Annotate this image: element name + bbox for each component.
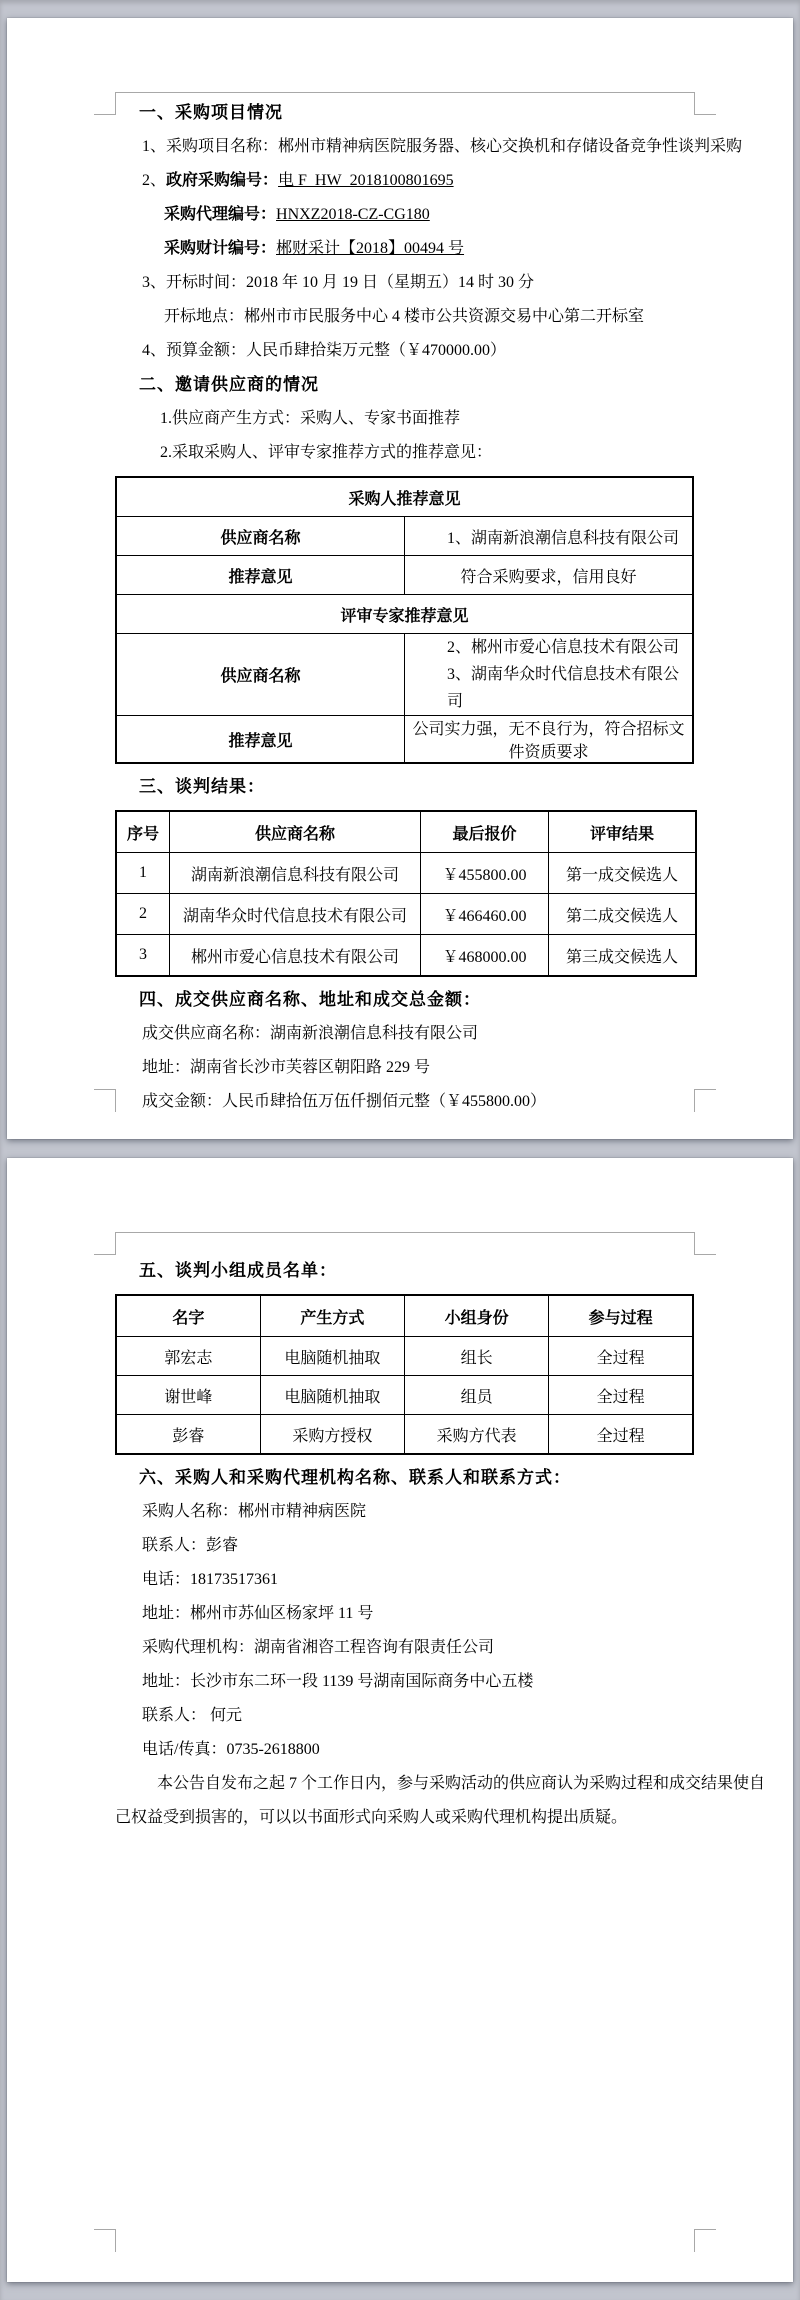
finance-no-line	[115, 232, 694, 266]
negotiation-result-table	[115, 810, 697, 977]
objection-notice-line-2: 己权益受到损害的，可以以书面形式向采购人或采购代理机构提出质疑。	[115, 1809, 628, 1826]
expert-supplier-1: 2、郴州市爱心信息技术有限公司	[447, 639, 680, 656]
opinion-label-cell: 推荐意见	[116, 556, 405, 595]
row-index-cell: 3	[116, 935, 170, 977]
winner-address-line: 地址：湖南省长沙市芙蓉区朝阳路 229 号	[142, 1059, 431, 1076]
objection-notice-line-1: 本公告自发布之起 7 个工作日内，参与采购活动的供应商认为采购过程和成交结果使自	[157, 1775, 766, 1792]
price-cell: ￥468000.00	[421, 935, 549, 977]
section-heading-4: 四、成交供应商名称、地址和成交总金额：	[139, 990, 481, 1009]
column-header: 供应商名称	[170, 811, 421, 853]
buyer-supplier-cell: 1、湖南新浪潮信息科技有限公司	[405, 517, 694, 556]
text-boundary-line	[115, 92, 694, 93]
page-2	[7, 1158, 793, 2282]
buyer-recommendation-header-cell: 采购人推荐意见	[116, 477, 693, 517]
expert-opinion-cell: 公司实力强，无不良行为，符合招标文件资质要求	[405, 716, 694, 764]
page-1	[7, 18, 793, 1139]
table-row	[116, 935, 696, 977]
role-cell: 采购方代表	[405, 1415, 549, 1455]
result-cell: 第三成交候选人	[549, 935, 697, 977]
buyer-address-line: 地址：郴州市苏仙区杨家坪 11 号	[142, 1605, 374, 1622]
section-heading-3: 三、谈判结果：	[139, 777, 265, 796]
selection-method-cell: 电脑随机抽取	[260, 1376, 404, 1415]
expert-suppliers-cell	[405, 634, 694, 716]
participation-cell: 全过程	[549, 1337, 693, 1376]
budget-line: 4、预算金额：人民币肆拾柒万元整（￥470000.00）	[142, 342, 507, 359]
role-cell: 组长	[405, 1337, 549, 1376]
gov-purchase-no-value: 电 F_HW_2018100801695	[278, 172, 454, 189]
margin-crop-mark	[694, 92, 716, 115]
item-number: 2、	[142, 172, 167, 189]
text-boundary-line	[115, 1232, 694, 1233]
margin-crop-mark	[94, 92, 116, 115]
table-row	[116, 894, 696, 935]
project-name-line: 1、采购项目名称：郴州市精神病医院服务器、核心交换机和存储设备竞争性谈判采购	[142, 138, 743, 155]
agency-no-line	[115, 198, 694, 232]
winner-name-line: 成交供应商名称：湖南新浪潮信息科技有限公司	[142, 1025, 479, 1042]
buyer-contact-line: 联系人：彭睿	[142, 1537, 239, 1554]
supplier-source-line: 1.供应商产生方式：采购人、专家书面推荐	[160, 410, 461, 427]
bid-open-time-line: 3、开标时间：2018 年 10 月 19 日（星期五）14 时 30 分	[142, 274, 535, 291]
result-cell: 第二成交候选人	[549, 894, 697, 935]
margin-crop-mark	[94, 1089, 116, 1112]
row-index-cell: 1	[116, 853, 170, 894]
supplier-cell: 湖南华众时代信息技术有限公司	[170, 894, 421, 935]
margin-crop-mark	[94, 2229, 116, 2252]
table-row	[116, 1337, 693, 1376]
member-name-cell: 郭宏志	[116, 1337, 260, 1376]
supplier-name-label-cell: 供应商名称	[116, 517, 405, 556]
finance-no-value: 郴财采计【2018】00494 号	[276, 240, 465, 257]
column-header: 评审结果	[549, 811, 697, 853]
margin-crop-mark	[94, 1232, 116, 1255]
recommendation-intro-line: 2.采取采购人、评审专家推荐方式的推荐意见：	[160, 444, 493, 461]
table-row	[116, 477, 693, 517]
section-heading-1: 一、采购项目情况	[139, 103, 283, 122]
agency-address-line: 地址：长沙市东二环一段 1139 号湖南国际商务中心五楼	[142, 1673, 534, 1690]
member-name-cell: 彭睿	[116, 1415, 260, 1455]
agency-phone-fax-line: 电话/传真：0735-2618800	[142, 1741, 320, 1758]
column-header: 小组身份	[405, 1295, 549, 1337]
supplier-cell: 郴州市爱心信息技术有限公司	[170, 935, 421, 977]
agency-no-label: 采购代理编号：	[164, 206, 277, 223]
agency-name-line: 采购代理机构：湖南省湘咨工程咨询有限责任公司	[142, 1639, 495, 1656]
page-2-text-area	[115, 1254, 766, 1835]
section-heading-6: 六、采购人和采购代理机构名称、联系人和联系方式：	[139, 1468, 571, 1487]
column-header: 名字	[116, 1295, 260, 1337]
expert-supplier-2: 3、湖南华众时代信息技术有限公司	[447, 666, 680, 710]
row-index-cell: 2	[116, 894, 170, 935]
table-row	[116, 556, 693, 595]
agency-contact-line: 联系人： 何元	[142, 1707, 243, 1724]
result-cell: 第一成交候选人	[549, 853, 697, 894]
table-header-row	[116, 1295, 693, 1337]
price-cell: ￥466460.00	[421, 894, 549, 935]
table-row	[116, 595, 693, 634]
table-row	[116, 853, 696, 894]
buyer-phone-line: 电话：18173517361	[142, 1571, 279, 1588]
section-heading-2: 二、邀请供应商的情况	[139, 375, 319, 394]
column-header: 产生方式	[260, 1295, 404, 1337]
table-row	[116, 517, 693, 556]
table-row	[116, 1415, 693, 1455]
table-row	[116, 716, 693, 764]
buyer-name-line: 采购人名称：郴州市精神病医院	[142, 1503, 367, 1520]
table-row	[116, 1376, 693, 1415]
selection-method-cell: 采购方授权	[260, 1415, 404, 1455]
gov-purchase-no-line	[115, 164, 694, 198]
finance-no-label: 采购财计编号：	[164, 240, 277, 257]
page-1-text-area	[115, 96, 743, 1119]
table-header-row	[116, 811, 696, 853]
margin-crop-mark	[694, 2229, 716, 2252]
price-cell: ￥455800.00	[421, 853, 549, 894]
bid-open-place-line: 开标地点：郴州市市民服务中心 4 楼市公共资源交易中心第二开标室	[164, 308, 645, 325]
expert-recommendation-header-cell: 评审专家推荐意见	[116, 595, 693, 634]
gov-purchase-no-label: 政府采购编号：	[166, 172, 279, 189]
column-header: 参与过程	[549, 1295, 693, 1337]
buyer-opinion-cell: 符合采购要求，信用良好	[405, 556, 694, 595]
column-header: 序号	[116, 811, 170, 853]
winner-amount-line: 成交金额：人民币肆拾伍万伍仟捌佰元整（￥455800.00）	[142, 1093, 547, 1110]
member-name-cell: 谢世峰	[116, 1376, 260, 1415]
participation-cell: 全过程	[549, 1376, 693, 1415]
participation-cell: 全过程	[549, 1415, 693, 1455]
column-header: 最后报价	[421, 811, 549, 853]
margin-crop-mark	[694, 1232, 716, 1255]
section-heading-5: 五、谈判小组成员名单：	[139, 1261, 337, 1280]
opinion-label-cell: 推荐意见	[116, 716, 405, 764]
supplier-cell: 湖南新浪潮信息科技有限公司	[170, 853, 421, 894]
selection-method-cell: 电脑随机抽取	[260, 1337, 404, 1376]
role-cell: 组员	[405, 1376, 549, 1415]
recommendation-table	[115, 476, 694, 764]
agency-no-value: HNXZ2018-CZ-CG180	[276, 206, 430, 223]
margin-crop-mark	[694, 1089, 716, 1112]
supplier-name-label-cell: 供应商名称	[116, 634, 405, 716]
table-row	[116, 634, 693, 716]
negotiation-team-table	[115, 1294, 694, 1455]
